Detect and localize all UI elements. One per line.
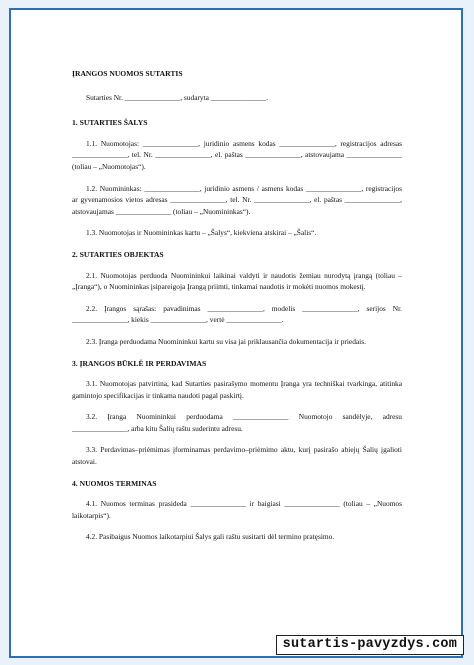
clause-2-1: 2.1. Nuomotojas perduoda Nuomininkui laikinai valdyti ir naudotis žemiau nurodytą įrangą (toliau – „Įranga“), o Nuomininkas įsipareigoja Įrangą priimti, tinkamai naudotis ir mokėti nuomos mokestį.	[72, 270, 402, 292]
clause-1-3: 1.3. Nuomotojas ir Nuomininkas kartu – „Šalys“, kiekviena atskirai – „Šalis“.	[86, 228, 317, 238]
section-heading-term: 4. NUOMOS TERMINAS	[72, 478, 157, 488]
clause-4-2: 4.2. Pasibaigus Nuomos laikotarpiui Šalys gali raštu susitarti dėl termino pratęsimo.	[86, 532, 335, 542]
document-page	[72, 68, 402, 553]
document-title: ĮRANGOS NUOMOS SUTARTIS	[72, 69, 183, 78]
clause-3-1: 3.1. Nuomotojas patvirtina, kad Sutarties pasirašymo momentu Įranga yra techniškai tvarkinga, atitinka gamintojo specifikacijas ir tinkama naudoti pagal paskirtį.	[72, 379, 402, 400]
section-heading-condition: 3. ĮRANGOS BŪKLĖ IR PERDAVIMAS	[72, 358, 207, 368]
clause-1-1: 1.1. Nuomotojas: _______________, juridinio asmens kodas _______________, registracijos adresas _______________, tel. Nr. _______________, el. paštas _______________, atstovaujama _______________ (toliau – „Nuomotojas“).	[72, 138, 402, 171]
clause-4-1: 4.1. Nuomos terminas prasideda _______________ ir baigiasi _______________ (toliau – „Nuomos laikotarpis“).	[72, 499, 402, 520]
site-watermark: sutartis-pavyzdys.com	[276, 635, 464, 655]
clause-3-3: 3.3. Perdavimas–priėmimas įforminamas perdavimo–priėmimo aktu, kurį pasirašo abiejų Šalių įgalioti atstovai.	[72, 445, 402, 467]
section-heading-parties: 1. SUTARTIES ŠALYS	[72, 118, 148, 128]
clause-3-2: 3.2. Įranga Nuomininkui perduodama _______________ Nuomotojo sandėlyje, adresu _______________, arba kitu Šalių raštu suderintu adresu.	[72, 412, 402, 433]
clause-2-3: 2.3. Įranga perduodama Nuomininkui kartu su visa jai priklausančia dokumentacija ir priedais.	[86, 336, 366, 346]
clause-1-2: 1.2. Nuomininkas: _______________, juridinio asmens / asmens kodas _______________, registracijos ar gyvenamosios vietos adresas _______________, tel. Nr. _______________, el. paštas _______________, atstovaujamas _______________ (toliau – „Nuomininkas“).	[72, 183, 402, 216]
section-heading-object: 2. SUTARTIES OBJEKTAS	[72, 249, 164, 259]
contract-number-line: Sutarties Nr. _______________, sudaryta _______________.	[86, 92, 269, 102]
clause-2-2: 2.2. Įrangos sąrašas: pavadinimas _______________, modelis _______________, serijos Nr. _______________, kiekis _______________, vertė _______________.	[72, 303, 402, 325]
